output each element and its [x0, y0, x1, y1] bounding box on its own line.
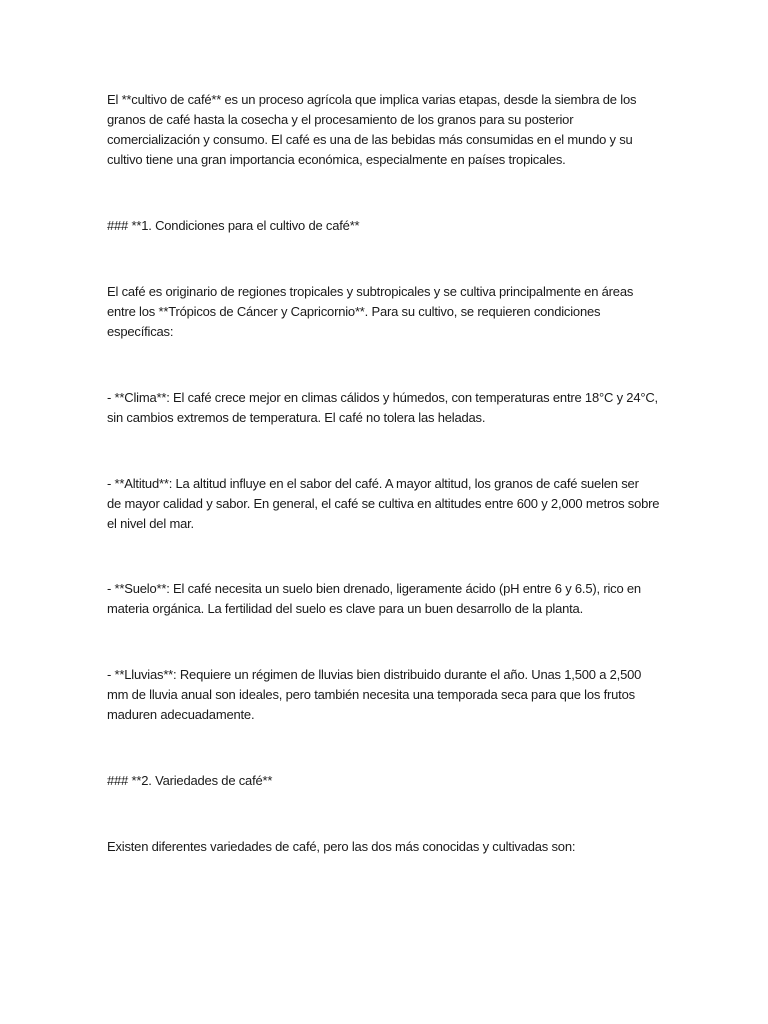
heading-text: ### **1. Condiciones para el cultivo de café** [107, 218, 360, 233]
text-line: - **Lluvias**: Requiere un régimen de lluvias bien distribuido durante el año. Unas 1,500 a 2,500 [107, 667, 642, 682]
text-line: de mayor calidad y sabor. En general, el café se cultiva en altitudes entre 600 y 2,000 metros sobre [107, 496, 660, 511]
list-item-climate [107, 388, 667, 428]
section-heading-varieties [107, 771, 667, 791]
text-line: granos de café hasta la cosecha y el procesamiento de los granos para su posterior [107, 112, 574, 127]
text-line: maduren adecuadamente. [107, 707, 255, 722]
intro-paragraph [107, 90, 667, 170]
text-line: comercialización y consumo. El café es una de las bebidas más consumidas en el mundo y su [107, 132, 633, 147]
text-line: El café es originario de regiones tropicales y subtropicales y se cultiva principalmente en áreas [107, 284, 634, 299]
list-item-altitude [107, 474, 667, 534]
text-line: Existen diferentes variedades de café, pero las dos más conocidas y cultivadas son: [107, 839, 576, 854]
text-line: - **Altitud**: La altitud influye en el sabor del café. A mayor altitud, los granos de café suelen ser [107, 476, 639, 491]
list-item-soil [107, 579, 667, 619]
text-line: específicas: [107, 324, 174, 339]
heading-text: ### **2. Variedades de café** [107, 773, 273, 788]
text-line: el nivel del mar. [107, 516, 194, 531]
text-line: - **Clima**: El café crece mejor en climas cálidos y húmedos, con temperaturas entre 18°C y 24°C, [107, 390, 658, 405]
text-line: cultivo tiene una gran importancia económica, especialmente en países tropicales. [107, 152, 566, 167]
varieties-intro-paragraph [107, 837, 667, 857]
text-line: - **Suelo**: El café necesita un suelo bien drenado, ligeramente ácido (pH entre 6 y 6.5), rico en [107, 581, 641, 596]
section-heading-conditions [107, 216, 667, 236]
text-line: mm de lluvia anual son ideales, pero también necesita una temporada seca para que los frutos [107, 687, 635, 702]
text-line: materia orgánica. La fertilidad del suelo es clave para un buen desarrollo de la planta. [107, 601, 583, 616]
text-line: entre los **Trópicos de Cáncer y Capricornio**. Para su cultivo, se requieren condiciones [107, 304, 601, 319]
conditions-intro-paragraph [107, 282, 667, 342]
list-item-rain [107, 665, 667, 725]
text-line: El **cultivo de café** es un proceso agrícola que implica varias etapas, desde la siembra de los [107, 92, 637, 107]
text-line: sin cambios extremos de temperatura. El café no tolera las heladas. [107, 410, 486, 425]
